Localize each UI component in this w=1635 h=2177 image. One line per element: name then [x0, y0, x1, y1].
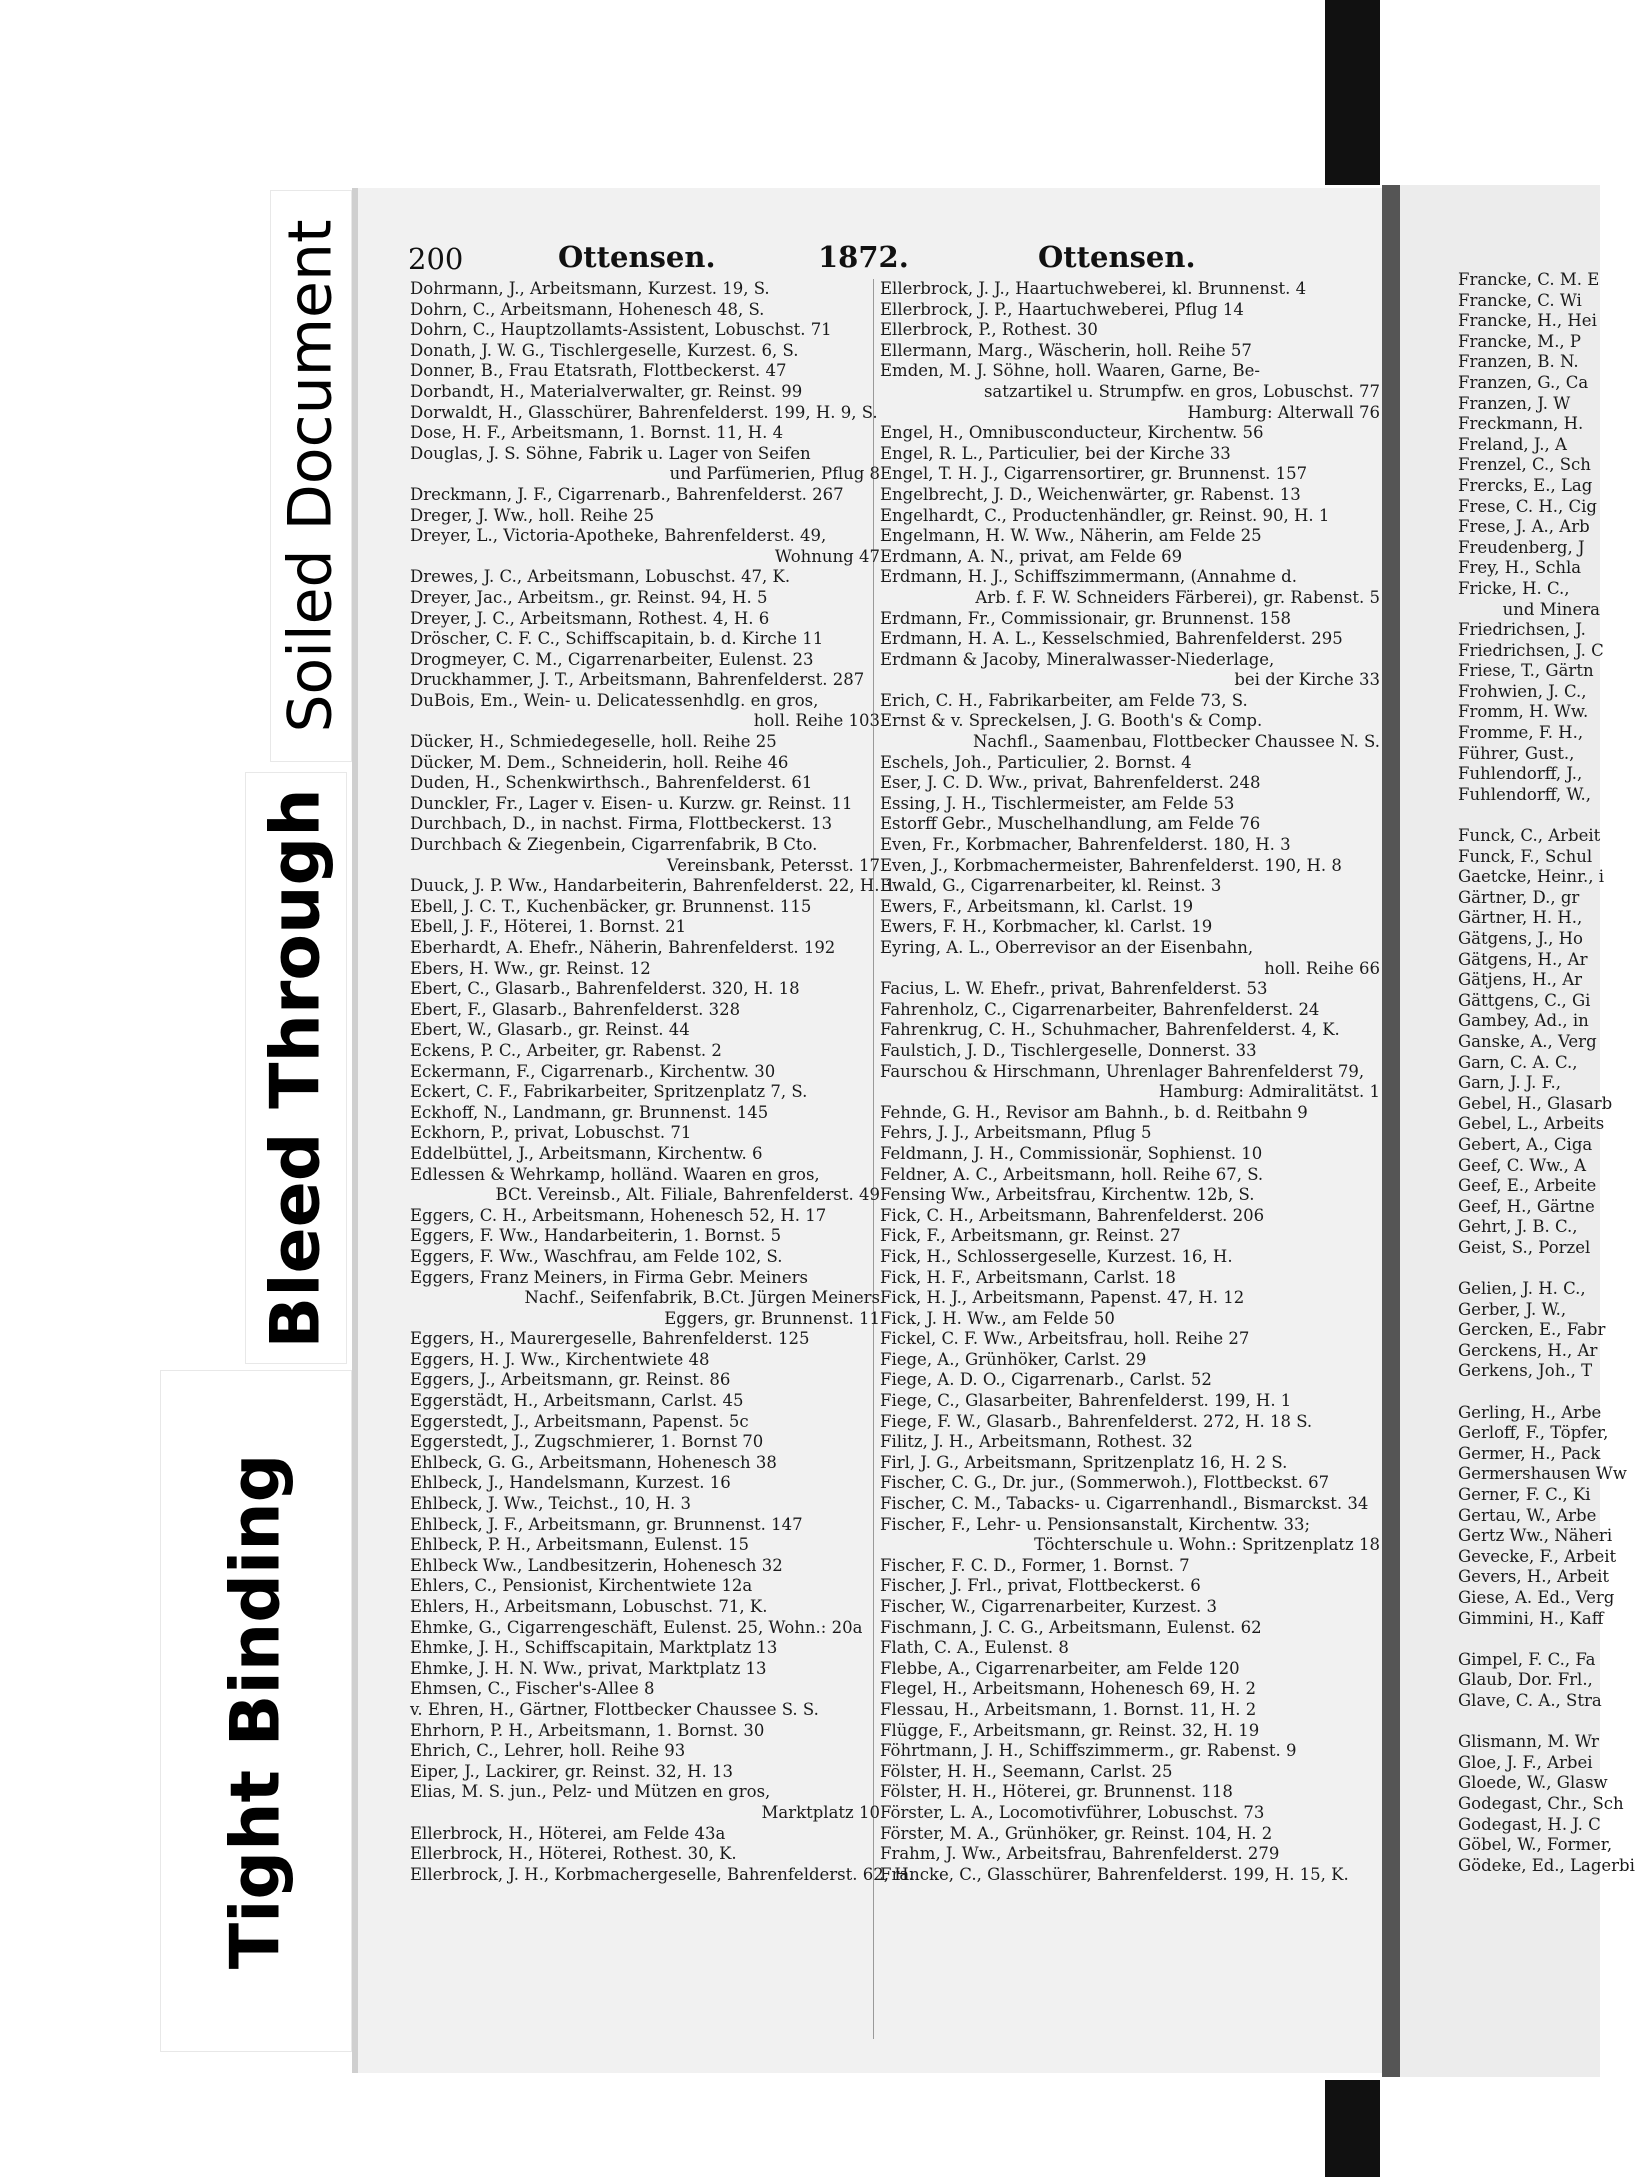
- directory-entry-line: Geist, S., Porzel: [1458, 1237, 1591, 1257]
- directory-entry-line: Franzen, G., Ca: [1458, 372, 1589, 392]
- directory-entry-line: Gerloff, F., Töpfer,: [1458, 1423, 1609, 1443]
- directory-entry-line: Fricke, H. C.,: [1458, 578, 1570, 598]
- directory-entry-line: Eddelbüttel, J., Arbeitsmann, Kirchentw. 6: [410, 1143, 763, 1163]
- directory-entry-line: Gätgens, J., Ho: [1458, 929, 1583, 948]
- directory-entry-line: Glaub, Dor. Frl.,: [1458, 1670, 1593, 1690]
- directory-entry-line: Funck, C., Arbeit: [1458, 826, 1601, 846]
- left-column: [410, 279, 914, 1885]
- directory-entry-line: Freland, J., A: [1458, 434, 1567, 454]
- directory-entry-line: Fischer, J. Frl., privat, Flottbeckerst. 6: [880, 1576, 1201, 1596]
- directory-entry-line: Ebert, F., Glasarb., Bahrenfelderst. 328: [410, 999, 741, 1019]
- directory-entry-line: Ehlers, C., Pensionist, Kirchentwiete 12a: [410, 1576, 753, 1596]
- directory-entry-line: Drewes, J. C., Arbeitsmann, Lobuschst. 47, K.: [410, 567, 791, 587]
- directory-entry-line: Gerkens, Joh., T: [1458, 1361, 1593, 1381]
- directory-entry-line: Filitz, J. H., Arbeitsmann, Rothest. 32: [880, 1432, 1193, 1452]
- directory-entry-line: Eggers, F. Ww., Waschfrau, am Felde 102, S.: [410, 1246, 783, 1266]
- directory-entry-line: Dorwaldt, H., Glasschürer, Bahrenfelderst. 199, H. 9, S.: [410, 402, 878, 422]
- directory-entry-line: DuBois, Em., Wein- u. Delicatessenhdlg. en gros,: [410, 690, 819, 710]
- directory-entry-line: Gimpel, F. C., Fa: [1458, 1649, 1596, 1669]
- directory-entry-line: Freudenberg, J: [1458, 537, 1585, 557]
- directory-entry-line: Duuck, J. P. Ww., Handarbeiterin, Bahrenfelderst. 22, H. 1: [410, 876, 896, 896]
- directory-entry-line: Drogmeyer, C. M., Cigarrenarbeiter, Eulenst. 23: [410, 649, 814, 669]
- tight-binding-tab: [160, 1370, 352, 2052]
- directory-entry-line: Francke, C. Wi: [1458, 290, 1582, 310]
- directory-entry-line: Engel, R. L., Particulier, bei der Kirche 33: [880, 443, 1231, 463]
- directory-entry-line: Franzen, B. N.: [1458, 352, 1579, 372]
- directory-entry-line: Flegel, H., Arbeitsmann, Hohenesch 69, H. 2: [880, 1679, 1256, 1699]
- directory-entry-line: Druckhammer, J. T., Arbeitsmann, Bahrenfelderst. 287: [410, 670, 865, 690]
- directory-entry-line: Fischer, F., Lehr- u. Pensionsanstalt, Kirchentw. 33;: [880, 1514, 1311, 1534]
- directory-entry-line: [1458, 1712, 1600, 1733]
- directory-entry-line: Fickel, C. F. Ww., Arbeitsfrau, holl. Reihe 27: [880, 1329, 1250, 1349]
- directory-entry-line: Faurschou & Hirschmann, Uhrenlager Bahrenfelderst 79,: [880, 1061, 1365, 1081]
- directory-entry-line: Glismann, M. Wr: [1458, 1732, 1599, 1752]
- directory-entry-line: Eyring, A. L., Oberrevisor an der Eisenbahn,: [880, 938, 1254, 957]
- directory-entry-line: Faulstich, J. D., Tischlergeselle, Donnerst. 33: [880, 1040, 1257, 1060]
- directory-entry-line: [1458, 1259, 1600, 1280]
- directory-entry-line: [1458, 1382, 1600, 1403]
- directory-entry-line: Eckens, P. C., Arbeiter, gr. Rabenst. 2: [410, 1040, 722, 1060]
- directory-entry-line: Dreyer, Jac., Arbeitsm., gr. Reinst. 94, H. 5: [410, 587, 768, 607]
- directory-entry-line: Eggers, Franz Meiners, in Firma Gebr. Meiners: [410, 1267, 808, 1287]
- directory-entry-line: Even, J., Korbmachermeister, Bahrenfelderst. 190, H. 8: [880, 855, 1342, 875]
- directory-entry-line: Ehlbeck, G. G., Arbeitsmann, Hohenesch 38: [410, 1452, 777, 1472]
- directory-entry-line: Ellerbrock, P., Rothest. 30: [880, 320, 1098, 340]
- directory-entry-line: Eggerstedt, J., Arbeitsmann, Papenst. 5c: [410, 1411, 749, 1431]
- directory-entry-line: Gloe, J. F., Arbei: [1458, 1752, 1593, 1772]
- directory-entry-line: Geef, C. Ww., A: [1458, 1155, 1587, 1175]
- directory-entry-line: Erdmann & Jacoby, Mineralwasser-Niederlage,: [880, 649, 1275, 669]
- directory-entry-line: Friese, T., Gärtn: [1458, 661, 1594, 681]
- directory-entry-line: Firl, J. G., Arbeitsmann, Spritzenplatz 16, H. 2 S.: [880, 1452, 1288, 1472]
- directory-entry-line: Geef, E., Arbeite: [1458, 1176, 1597, 1196]
- header-year: 1872.: [818, 240, 909, 274]
- directory-entry-line: Dose, H. F., Arbeitsmann, 1. Bornst. 11, H. 4: [410, 423, 784, 443]
- directory-entry-line: Engel, T. H. J., Cigarrensortirer, gr. Brunnenst. 157: [880, 464, 1308, 484]
- directory-entry-line: und Parfümerien, Pflug 8: [669, 464, 880, 484]
- directory-entry-line: satzartikel u. Strumpfw. en gros, Lobuschst. 77: [983, 381, 1380, 401]
- directory-entry-line: Eggers, C. H., Arbeitsmann, Hohenesch 52, H. 17: [410, 1205, 827, 1225]
- directory-entry-line: Fuhlendorff, W.,: [1458, 784, 1591, 804]
- directory-entry-line: v. Ehren, H., Gärtner, Flottbecker Chaussee S. S.: [410, 1699, 819, 1719]
- directory-entry-line: Dohrn, C., Arbeitsmann, Hohenesch 48, S.: [410, 299, 765, 319]
- directory-entry-line: Töchterschule u. Wohn.: Spritzenplatz 18: [1034, 1535, 1380, 1555]
- directory-entry-line: Fahrenkrug, C. H., Schuhmacher, Bahrenfelderst. 4, K.: [880, 1020, 1340, 1040]
- directory-entry-line: Engelbrecht, J. D., Weichenwärter, gr. Rabenst. 13: [880, 484, 1301, 504]
- bleed-through-label: Bleed Through: [256, 787, 336, 1349]
- directory-entry-line: Ehmke, J. H., Schiffscapitain, Marktplatz 13: [410, 1638, 778, 1658]
- directory-entry-line: Wohnung 47: [774, 546, 880, 566]
- directory-entry-line: Fölster, H. H., Höterei, gr. Brunnenst. 118: [880, 1782, 1233, 1802]
- directory-entry-line: Ebell, J. F., Höterei, 1. Bornst. 21: [410, 917, 687, 937]
- directory-entry-line: Dreckmann, J. F., Cigarrenarb., Bahrenfelderst. 267: [410, 484, 844, 504]
- directory-entry-line: Even, Fr., Korbmacher, Bahrenfelderst. 180, H. 3: [880, 835, 1291, 855]
- directory-entry-line: Fölster, H. H., Seemann, Carlst. 25: [880, 1761, 1173, 1781]
- directory-entry-line: Fick, C. H., Arbeitsmann, Bahrenfelderst. 206: [880, 1205, 1265, 1225]
- directory-entry-line: [1458, 805, 1600, 826]
- directory-entry-line: Feldner, A. C., Arbeitsmann, holl. Reihe 67, S.: [880, 1164, 1264, 1184]
- directory-entry-line: Fick, F., Arbeitsmann, gr. Reinst. 27: [880, 1226, 1181, 1246]
- directory-entry-line: Fischmann, J. C. G., Arbeitsmann, Eulenst. 62: [880, 1617, 1262, 1637]
- directory-entry-line: Flessau, H., Arbeitsmann, 1. Bornst. 11, H. 2: [880, 1699, 1257, 1719]
- directory-entry-line: Ewers, F. H., Korbmacher, kl. Carlst. 19: [880, 917, 1213, 937]
- directory-entry-line: Eiper, J., Lackirer, gr. Reinst. 32, H. 13: [410, 1761, 733, 1781]
- directory-entry-line: Ehmsen, C., Fischer's-Allee 8: [410, 1679, 655, 1699]
- directory-entry-line: Funck, F., Schul: [1458, 846, 1593, 866]
- directory-entry-line: holl. Reihe 66: [1264, 958, 1380, 978]
- directory-entry-line: Frercks, E., Lag: [1458, 475, 1593, 495]
- directory-entry-line: Emden, M. J. Söhne, holl. Waaren, Garne, Be-: [880, 361, 1260, 381]
- directory-entry-line: Freckmann, H.: [1458, 414, 1584, 434]
- directory-entry-line: Duden, H., Schenkwirthsch., Bahrenfelderst. 61: [410, 773, 813, 793]
- directory-entry-line: Francke, M., P: [1458, 331, 1582, 351]
- directory-entry-line: Gätjens, H., Ar: [1458, 970, 1583, 990]
- directory-entry-line: Fischer, C. G., Dr. jur., (Sommerwoh.), Flottbeckst. 67: [880, 1473, 1330, 1493]
- directory-entry-line: Gärtner, D., gr: [1458, 887, 1580, 907]
- directory-entry-line: Gevecke, F., Arbeit: [1458, 1546, 1617, 1566]
- directory-entry-line: Fiege, C., Glasarbeiter, Bahrenfelderst. 199, H. 1: [880, 1391, 1292, 1411]
- directory-entry-line: Gloede, W., Glasw: [1458, 1773, 1608, 1793]
- directory-entry-line: Eggerstedt, J., Zugschmierer, 1. Bornst 70: [410, 1432, 764, 1452]
- directory-entry-line: Flebbe, A., Cigarrenarbeiter, am Felde 120: [880, 1658, 1240, 1678]
- page-gutter-shadow: [1382, 185, 1400, 2077]
- directory-entry-line: Fischer, W., Cigarrenarbeiter, Kurzest. 3: [880, 1597, 1217, 1616]
- directory-entry-line: Germershausen Ww: [1458, 1464, 1627, 1484]
- directory-entry-line: Durchbach & Ziegenbein, Cigarrenfabrik, B Cto.: [410, 835, 818, 855]
- directory-entry-line: Feldmann, J. H., Commissionär, Sophienst. 10: [880, 1143, 1263, 1163]
- directory-entry-line: Fensing Ww., Arbeitsfrau, Kirchentw. 12b, S.: [880, 1185, 1255, 1205]
- directory-entry-line: Fiege, A., Grünhöker, Carlst. 29: [880, 1349, 1147, 1369]
- directory-entry-line: Dücker, M. Dem., Schneiderin, holl. Reihe 46: [410, 752, 789, 772]
- directory-entry-line: Fiege, F. W., Glasarb., Bahrenfelderst. 272, H. 18 S.: [880, 1411, 1313, 1431]
- directory-entry-line: Gebert, A., Ciga: [1458, 1134, 1593, 1154]
- directory-entry-line: und Minera: [1502, 599, 1600, 619]
- directory-entry-line: Marktplatz 10: [761, 1802, 880, 1822]
- directory-entry-line: Ehmke, G., Cigarrengeschäft, Eulenst. 25, Wohn.: 20a: [410, 1617, 863, 1637]
- directory-entry-line: Ebert, C., Glasarb., Bahrenfelderst. 320, H. 18: [410, 979, 800, 999]
- directory-entry-line: Gambey, Ad., in: [1458, 1011, 1589, 1031]
- directory-entry-line: Ehrhorn, P. H., Arbeitsmann, 1. Bornst. 30: [410, 1720, 765, 1740]
- directory-entry-line: Gebel, L., Arbeits: [1458, 1114, 1605, 1134]
- directory-entry-line: Geef, H., Gärtne: [1458, 1196, 1595, 1216]
- directory-entry-line: Fahrenholz, C., Cigarrenarbeiter, Bahrenfelderst. 24: [880, 999, 1320, 1019]
- directory-entry-line: Gärtner, H. H.,: [1458, 908, 1583, 928]
- directory-entry-line: Engelmann, H. W. Ww., Näherin, am Felde 25: [880, 526, 1262, 546]
- directory-entry-line: Gercken, E., Fabr: [1458, 1320, 1606, 1340]
- directory-entry-line: Föhrtmann, J. H., Schiffszimmerm., gr. Rabenst. 9: [880, 1741, 1297, 1761]
- directory-entry-line: Dreyer, J. C., Arbeitsmann, Rothest. 4, H. 6: [410, 608, 770, 628]
- directory-entry-line: Ellerbrock, H., Höterei, am Felde 43a: [410, 1823, 726, 1843]
- directory-entry-line: Ebert, W., Glasarb., gr. Reinst. 44: [410, 1020, 690, 1040]
- directory-entry-line: Ewers, F., Arbeitsmann, kl. Carlst. 19: [880, 896, 1194, 916]
- directory-entry-line: Ehmke, J. H. N. Ww., privat, Marktplatz 13: [410, 1658, 767, 1678]
- directory-entry-line: Eckert, C. F., Fabrikarbeiter, Spritzenplatz 7, S.: [410, 1082, 808, 1102]
- tight-binding-label: Tight Binding: [216, 1453, 296, 1969]
- directory-entry-line: bei der Kirche 33: [1234, 670, 1380, 690]
- directory-entry-line: Fiege, A. D. O., Cigarrenarb., Carlst. 52: [880, 1370, 1212, 1390]
- directory-entry-line: Eggers, gr. Brunnenst. 11: [664, 1308, 880, 1328]
- directory-entry-line: Fuhlendorff, J.,: [1458, 764, 1583, 784]
- directory-entry-line: Gebel, H., Glasarb: [1458, 1093, 1613, 1113]
- directory-entry-line: Fick, H. F., Arbeitsmann, Carlst. 18: [880, 1267, 1176, 1287]
- directory-entry-line: Eschels, Joh., Particulier, 2. Bornst. 4: [880, 752, 1192, 772]
- directory-entry-line: Flügge, F., Arbeitsmann, gr. Reinst. 32, H. 19: [880, 1720, 1260, 1740]
- directory-entry-line: Ehrich, C., Lehrer, holl. Reihe 93: [410, 1741, 686, 1761]
- bleed-through-tab: [245, 772, 347, 1364]
- directory-entry-line: Fischer, F. C. D., Former, 1. Bornst. 7: [880, 1555, 1190, 1575]
- page-header: [408, 240, 1196, 276]
- directory-entry-line: Gödeke, Ed., Lagerbi: [1458, 1855, 1635, 1875]
- directory-entry-line: Ellerbrock, J. J., Haartuchweberei, kl. Brunnenst. 4: [880, 279, 1307, 298]
- directory-entry-line: Eggers, F. Ww., Handarbeiterin, 1. Bornst. 5: [410, 1226, 782, 1246]
- directory-entry-line: Dohrmann, J., Arbeitsmann, Kurzest. 19, S.: [410, 279, 770, 298]
- directory-entry-line: Franzen, J. W: [1458, 393, 1571, 413]
- directory-entry-line: Gehrt, J. B. C.,: [1458, 1217, 1578, 1237]
- directory-entry-line: Fromme, F. H.,: [1458, 723, 1584, 743]
- directory-entry-line: Dreyer, L., Victoria-Apotheke, Bahrenfelderst. 49,: [410, 526, 827, 546]
- directory-entry-line: Ebell, J. C. T., Kuchenbäcker, gr. Brunnenst. 115: [410, 896, 812, 916]
- directory-entry-line: Ewald, G., Cigarrenarbeiter, kl. Reinst. 3: [880, 876, 1222, 896]
- directory-entry-line: Förster, L. A., Locomotivführer, Lobuschst. 73: [880, 1802, 1265, 1822]
- directory-entry-line: Ellerbrock, J. H., Korbmachergeselle, Bahrenfelderst. 62, H.: [410, 1864, 914, 1884]
- directory-entry-line: Gätgens, H., Ar: [1458, 949, 1588, 969]
- directory-entry-line: Eser, J. C. D. Ww., privat, Bahrenfelderst. 248: [880, 773, 1261, 793]
- directory-entry-line: Engel, H., Omnibusconducteur, Kirchentw. 56: [880, 423, 1264, 443]
- directory-entry-line: Ganske, A., Verg: [1458, 1031, 1597, 1051]
- directory-entry-line: Frese, C. H., Cig: [1458, 496, 1597, 516]
- directory-entry-line: Donath, J. W. G., Tischlergeselle, Kurzest. 6, S.: [410, 340, 799, 360]
- directory-entry-line: Friedrichsen, J.: [1458, 620, 1586, 640]
- directory-entry-line: Flath, C. A., Eulenst. 8: [880, 1638, 1069, 1658]
- binding-edge-top: [1325, 0, 1380, 185]
- directory-entry-line: Ehlbeck, J. Ww., Teichst., 10, H. 3: [410, 1494, 692, 1514]
- directory-entry-line: Fehnde, G. H., Revisor am Bahnh., b. d. Reitbahn 9: [880, 1102, 1308, 1122]
- soiled-document-label: Soiled Document: [276, 219, 347, 733]
- directory-entry-line: Eggers, H., Maurergeselle, Bahrenfelderst. 125: [410, 1329, 810, 1349]
- directory-entry-line: Erdmann, Fr., Commissionair, gr. Brunnenst. 158: [880, 608, 1292, 628]
- directory-entry-line: Friedrichsen, J. C: [1458, 640, 1604, 660]
- directory-entry-line: Eckermann, F., Cigarrenarb., Kirchentw. 30: [410, 1061, 776, 1081]
- directory-entry-line: Eggerstädt, H., Arbeitsmann, Carlst. 45: [410, 1391, 744, 1411]
- directory-entry-line: Ellerbrock, J. P., Haartuchweberei, Pflug 14: [880, 299, 1244, 319]
- directory-entry-line: Erdmann, A. N., privat, am Felde 69: [880, 546, 1183, 566]
- directory-entry-line: [1458, 1629, 1600, 1650]
- directory-entry-line: Gertz Ww., Näheri: [1458, 1526, 1613, 1546]
- directory-entry-line: Fick, H., Schlossergeselle, Kurzest. 16, H.: [880, 1246, 1233, 1266]
- directory-entry-line: Elias, M. S. jun., Pelz- und Mützen en gros,: [410, 1782, 771, 1802]
- directory-entry-line: Gertau, W., Arbe: [1458, 1505, 1597, 1525]
- directory-entry-line: Dreger, J. Ww., holl. Reihe 25: [410, 505, 655, 525]
- directory-entry-line: Gättgens, C., Gi: [1458, 990, 1591, 1010]
- directory-entry-line: Dücker, H., Schmiedegeselle, holl. Reihe 25: [410, 732, 777, 752]
- directory-entry-line: Fromm, H. Ww.: [1458, 702, 1589, 722]
- directory-entry-line: Fick, H. J., Arbeitsmann, Papenst. 47, H. 12: [880, 1288, 1245, 1308]
- directory-entry-line: Förster, M. A., Grünhöker, gr. Reinst. 104, H. 2: [880, 1823, 1273, 1843]
- directory-entry-line: Engelhardt, C., Productenhändler, gr. Reinst. 90, H. 1: [880, 505, 1330, 525]
- directory-entry-line: Dröscher, C. F. C., Schiffscapitain, b. d. Kirche 11: [410, 629, 824, 649]
- directory-entry-line: Fischer, C. M., Tabacks- u. Cigarrenhandl., Bismarckst. 34: [880, 1494, 1369, 1514]
- directory-entry-line: Frenzel, C., Sch: [1458, 455, 1591, 475]
- directory-entry-line: Gerckens, H., Ar: [1458, 1340, 1598, 1360]
- directory-entry-line: Gerber, J. W.,: [1458, 1299, 1567, 1319]
- directory-entry-line: Eggers, H. J. Ww., Kirchentwiete 48: [410, 1349, 710, 1369]
- directory-entry-line: Ehlbeck, P. H., Arbeitsmann, Eulenst. 15: [410, 1535, 750, 1555]
- directory-entry-line: Erdmann, H. J., Schiffszimmermann, (Annahme d.: [880, 567, 1297, 587]
- directory-entry-line: Ebers, H. Ww., gr. Reinst. 12: [410, 958, 651, 978]
- directory-entry-line: Erich, C. H., Fabrikarbeiter, am Felde 73, S.: [880, 690, 1248, 710]
- directory-entry-line: Glave, C. A., Stra: [1458, 1690, 1602, 1710]
- directory-entry-line: Edlessen & Wehrkamp, holländ. Waaren en gros,: [410, 1164, 820, 1184]
- directory-entry-line: Douglas, J. S. Söhne, Fabrik u. Lager von Seifen: [410, 443, 811, 463]
- directory-entry-line: Ehlers, H., Arbeitsmann, Lobuschst. 71, K.: [410, 1597, 768, 1616]
- header-left-title: Ottensen.: [558, 240, 716, 274]
- directory-entry-line: Eckhoff, N., Landmann, gr. Brunnenst. 145: [410, 1102, 769, 1122]
- directory-entry-line: Gimmini, H., Kaff: [1458, 1608, 1604, 1628]
- directory-entry-line: Dunckler, Fr., Lager v. Eisen- u. Kurzw. gr. Reinst. 11: [410, 793, 853, 813]
- directory-entry-line: Gaetcke, Heinr., i: [1458, 867, 1605, 887]
- directory-entry-line: Dorbandt, H., Materialverwalter, gr. Reinst. 99: [410, 381, 803, 401]
- directory-entry-line: Frey, H., Schla: [1458, 558, 1582, 578]
- binding-edge-bottom: [1325, 2080, 1380, 2177]
- directory-entry-line: Eggers, J., Arbeitsmann, gr. Reinst. 86: [410, 1370, 731, 1390]
- directory-entry-line: Ellermann, Marg., Wäscherin, holl. Reihe 57: [880, 340, 1252, 360]
- directory-entry-line: Gevers, H., Arbeit: [1458, 1567, 1610, 1587]
- directory-entry-line: Frahm, J. Ww., Arbeitsfrau, Bahrenfelderst. 279: [880, 1844, 1280, 1864]
- directory-entry-line: Hamburg: Admiralitätst. 1: [1158, 1082, 1380, 1102]
- directory-entry-line: Essing, J. H., Tischlermeister, am Felde 53: [880, 793, 1235, 813]
- directory-entry-line: Ernst & v. Spreckelsen, J. G. Booth's & Comp.: [880, 711, 1263, 731]
- directory-entry-line: Hamburg: Alterwall 76: [1187, 402, 1380, 422]
- directory-entry-line: Vereinsbank, Petersst. 17: [666, 855, 880, 875]
- right-column-partial: [1458, 270, 1635, 1876]
- directory-entry-line: Eberhardt, A. Ehefr., Näherin, Bahrenfelderst. 192: [410, 938, 836, 957]
- directory-entry-line: Garn, C. A. C.,: [1458, 1052, 1578, 1072]
- directory-entry-line: Durchbach, D., in nachst. Firma, Flottbeckerst. 13: [410, 814, 833, 834]
- directory-entry-line: Francke, C., Glasschürer, Bahrenfelderst. 199, H. 15, K.: [880, 1864, 1349, 1884]
- directory-entry-line: Erdmann, H. A. L., Kesselschmied, Bahrenfelderst. 295: [880, 629, 1343, 649]
- header-right-title: Ottensen.: [1038, 240, 1196, 274]
- directory-entry-line: Godegast, H. J. C: [1458, 1814, 1601, 1834]
- directory-entry-line: Gerner, F. C., Ki: [1458, 1485, 1591, 1505]
- directory-entry-line: Facius, L. W. Ehefr., privat, Bahrenfelderst. 53: [880, 979, 1268, 999]
- directory-entry-line: Frohwien, J. C.,: [1458, 681, 1587, 701]
- directory-entry-line: Ehlbeck, J. F., Arbeitsmann, gr. Brunnenst. 147: [410, 1514, 803, 1534]
- directory-entry-line: BCt. Vereinsb., Alt. Filiale, Bahrenfelderst. 49: [495, 1185, 880, 1205]
- directory-entry-line: holl. Reihe 103: [753, 711, 880, 731]
- directory-entry-line: Garn, J. J. F.,: [1458, 1073, 1562, 1093]
- directory-entry-line: Estorff Gebr., Muschelhandlung, am Felde 76: [880, 814, 1261, 834]
- directory-entry-line: Führer, Gust.,: [1458, 743, 1575, 763]
- directory-entry-line: Arb. f. F. W. Schneiders Färberei), gr. Rabenst. 5: [975, 587, 1380, 607]
- directory-entry-line: Frese, J. A., Arb: [1458, 517, 1590, 537]
- directory-entry-line: Nachf., Seifenfabrik, B.Ct. Jürgen Meiners: [524, 1288, 880, 1308]
- directory-entry-line: Francke, C. M. E: [1458, 270, 1600, 289]
- directory-entry-line: Godegast, Chr., Sch: [1458, 1793, 1624, 1813]
- directory-entry-line: Donner, B., Frau Etatsrath, Flottbeckerst. 47: [410, 361, 787, 381]
- directory-entry-line: Giese, A. Ed., Verg: [1458, 1588, 1615, 1607]
- directory-entry-line: Ehlbeck, J., Handelsmann, Kurzest. 16: [410, 1473, 731, 1493]
- directory-entry-line: Germer, H., Pack: [1458, 1443, 1601, 1463]
- directory-entry-line: Nachfl., Saamenbau, Flottbecker Chaussee N. S.: [972, 732, 1380, 752]
- directory-entry-line: Gerling, H., Arbe: [1458, 1402, 1602, 1422]
- middle-column: [880, 279, 1380, 1885]
- directory-entry-line: Dohrn, C., Hauptzollamts-Assistent, Lobuschst. 71: [410, 320, 832, 340]
- directory-entry-line: Ehlbeck Ww., Landbesitzerin, Hohenesch 32: [410, 1555, 783, 1575]
- page-number: 200: [408, 242, 464, 276]
- directory-entry-line: Göbel, W., Former,: [1458, 1835, 1613, 1855]
- directory-entry-line: Gelien, J. H. C.,: [1458, 1279, 1586, 1299]
- soiled-document-tab: [270, 190, 352, 762]
- directory-entry-line: Eckhorn, P., privat, Lobuschst. 71: [410, 1123, 692, 1143]
- directory-entry-line: Ellerbrock, H., Höterei, Rothest. 30, K.: [410, 1844, 737, 1864]
- directory-entry-line: Francke, H., Hei: [1458, 311, 1597, 331]
- directory-entry-line: Fick, J. H. Ww., am Felde 50: [880, 1308, 1115, 1328]
- directory-entry-line: Fehrs, J. J., Arbeitsmann, Pflug 5: [880, 1123, 1152, 1143]
